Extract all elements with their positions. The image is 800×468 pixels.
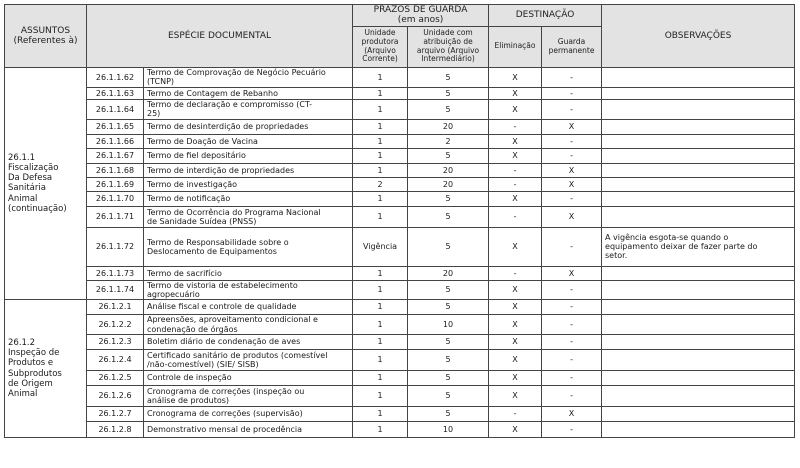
document-type-line: Termo de Comprovação de Negócio Pecuário [147,68,326,77]
classification-code: 26.1.2.2 [87,315,144,335]
observacoes-cell [602,148,795,163]
destinacao-guarda-permanente: X [542,177,602,191]
document-type-line: (TCNP) [147,77,175,87]
destinacao-guarda-permanente: - [542,148,602,163]
document-type-line: Termo de Doação de Vacina [147,136,258,146]
prazo-intermediario: 5 [408,335,489,350]
observacoes-cell [602,422,795,438]
document-type-cell [144,300,353,315]
header-corrente-line: produtora [361,37,399,47]
destinacao-eliminacao: X [489,386,542,407]
classification-code: 26.1.2.7 [87,407,144,422]
document-type-line: Análise fiscal e controle de qualidade [147,302,297,312]
classification-code: 26.1.1.64 [87,99,144,119]
subject-line: Animal [8,193,38,204]
document-type-cell [144,335,353,350]
observacoes-cell [602,163,795,177]
destinacao-eliminacao: X [489,422,542,438]
classification-code: 26.1.2.3 [87,335,144,350]
document-type-line: Termo de notificação [147,194,231,204]
header-prazos-de-guarda [353,5,489,27]
document-type-cell [144,350,353,371]
destinacao-guarda-permanente: - [542,99,602,119]
prazo-intermediario: 5 [408,227,489,266]
subject-line: 26.1.1 [8,152,36,163]
document-type-cell [144,371,353,386]
document-type-cell [144,422,353,438]
document-type-line: Termo de Responsabilidade sobre o [147,237,289,247]
observacao-line: setor. [605,251,628,261]
destinacao-eliminacao: X [489,280,542,299]
document-type-line: Demonstrativo mensal de procedência [147,424,303,434]
destinacao-guarda-permanente: - [542,335,602,350]
header-guarda-permanente [542,26,602,67]
prazo-corrente: 1 [353,300,408,315]
document-type-cell [144,386,353,407]
document-type-line: Termo de interdição de propriedades [147,165,295,175]
document-type-cell [144,266,353,280]
document-type-line: Termo de Contagem de Rebanho [147,88,278,98]
classification-code: 26.1.1.63 [87,87,144,99]
subject-line: 26.1.2 [8,338,36,348]
table-row [5,87,795,99]
destinacao-eliminacao: X [489,371,542,386]
destinacao-guarda-permanente: - [542,191,602,206]
observacoes-cell [602,300,795,315]
header-arquivo-corrente [353,26,408,67]
destinacao-guarda-permanente: - [542,227,602,266]
classification-code: 26.1.1.66 [87,134,144,148]
document-type-line: de Sanidade Suídea (PNSS) [147,216,257,226]
destinacao-eliminacao: - [489,119,542,134]
records-retention-table [4,4,795,438]
prazo-intermediario: 5 [408,407,489,422]
classification-code: 26.1.1.69 [87,177,144,191]
destinacao-eliminacao: X [489,315,542,335]
prazo-intermediario: 5 [408,148,489,163]
prazo-corrente: 1 [353,371,408,386]
prazo-intermediario: 5 [408,280,489,299]
table-row [5,99,795,119]
destinacao-guarda-permanente: - [542,87,602,99]
observacoes-cell [602,191,795,206]
table-row [5,67,795,87]
prazo-corrente: 1 [353,335,408,350]
prazo-corrente: 1 [353,386,408,407]
document-type-cell [144,99,353,119]
header-guarda-line: permanente [548,45,595,55]
prazo-intermediario: 5 [408,87,489,99]
table-row [5,163,795,177]
destinacao-eliminacao: - [489,163,542,177]
classification-code: 26.1.2.5 [87,371,144,386]
prazo-corrente: 1 [353,99,408,119]
document-type-line: Controle de inspeção [147,373,232,383]
subject-line: Inspeção de [8,348,60,359]
document-type-cell [144,119,353,134]
prazo-corrente: 1 [353,266,408,280]
destinacao-eliminacao: - [489,177,542,191]
subject-line: Sanitária [8,183,46,194]
header-prazos-title: PRAZOS DE GUARDA [373,5,468,15]
header-especie-documental: ESPÉCIE DOCUMENTAL [87,5,353,68]
destinacao-eliminacao: X [489,191,542,206]
observacoes-cell [602,227,795,266]
document-type-cell [144,315,353,335]
document-type-cell [144,407,353,422]
prazo-corrente: 1 [353,119,408,134]
table-row [5,300,795,315]
document-type-line: Termo de sacrifício [147,268,222,278]
destinacao-guarda-permanente: - [542,350,602,371]
header-arquivo-intermediario [408,26,489,67]
destinacao-guarda-permanente: X [542,266,602,280]
observacoes-cell [602,407,795,422]
classification-code: 26.1.1.73 [87,266,144,280]
table-row [5,280,795,299]
header-intermediario-line: arquivo (Arquivo [416,45,480,55]
document-type-line: Termo de desinterdição de propriedades [147,122,309,132]
subject-line: Subprodutos [8,368,62,379]
document-type-line: agropecuário [147,289,200,299]
prazo-corrente: 1 [353,148,408,163]
destinacao-guarda-permanente: X [542,163,602,177]
destinacao-guarda-permanente: - [542,315,602,335]
destinacao-eliminacao: X [489,67,542,87]
subject-cell [5,300,87,438]
document-type-line: Certificado sanitário de produtos (comestível [147,350,328,360]
prazo-intermediario: 10 [408,422,489,438]
header-assuntos-sub: (Referentes à) [13,35,78,46]
header-corrente-line: Corrente) [362,54,398,64]
prazo-intermediario: 20 [408,266,489,280]
destinacao-guarda-permanente: X [542,407,602,422]
destinacao-eliminacao: - [489,407,542,422]
table-body [5,67,795,437]
destinacao-eliminacao: X [489,350,542,371]
document-type-line: Deslocamento de Equipamentos [147,246,277,256]
prazo-intermediario: 5 [408,206,489,227]
destinacao-guarda-permanente: - [542,280,602,299]
prazo-intermediario: 5 [408,191,489,206]
prazo-intermediario: 2 [408,134,489,148]
header-prazos-sub: (em anos) [397,15,444,26]
prazo-intermediario: 5 [408,67,489,87]
prazo-corrente: 1 [353,67,408,87]
table-row [5,177,795,191]
table-row [5,191,795,206]
prazo-intermediario: 5 [408,300,489,315]
table-row [5,227,795,266]
header-assuntos [5,5,87,68]
prazo-intermediario: 5 [408,99,489,119]
document-type-cell [144,87,353,99]
destinacao-guarda-permanente: - [542,386,602,407]
subject-line: (continuação) [8,203,67,214]
prazo-intermediario: 20 [408,163,489,177]
destinacao-eliminacao: X [489,134,542,148]
observacoes-cell [602,315,795,335]
prazo-intermediario: 20 [408,119,489,134]
observacoes-cell [602,386,795,407]
table-row [5,350,795,371]
prazo-corrente: 1 [353,315,408,335]
document-type-line: Termo de fiel depositário [147,151,246,161]
header-corrente-line: Unidade [364,28,396,38]
prazo-intermediario: 5 [408,371,489,386]
document-type-cell [144,163,353,177]
observacoes-cell [602,177,795,191]
subject-line: Animal [8,388,38,399]
header-guarda-line: Guarda [557,37,586,47]
table-row [5,386,795,407]
destinacao-guarda-permanente: - [542,300,602,315]
destinacao-eliminacao: X [489,227,542,266]
observacoes-cell [602,371,795,386]
subject-line: de Origem [8,378,53,389]
destinacao-eliminacao: X [489,335,542,350]
table-row [5,335,795,350]
table-row [5,315,795,335]
subject-line: Da Defesa [8,173,53,184]
table-row [5,119,795,134]
subject-cell [5,67,87,299]
destinacao-eliminacao: - [489,266,542,280]
destinacao-guarda-permanente: X [542,119,602,134]
destinacao-guarda-permanente: - [542,371,602,386]
table-row [5,371,795,386]
table-row [5,266,795,280]
header-intermediario-line: Unidade com [423,28,473,38]
destinacao-eliminacao: - [489,206,542,227]
observacoes-cell [602,67,795,87]
prazo-corrente: Vigência [353,227,408,266]
prazo-corrente: 1 [353,280,408,299]
header-corrente-line: (Arquivo [364,45,396,55]
table-row [5,206,795,227]
observacoes-cell [602,335,795,350]
table-row [5,407,795,422]
classification-code: 26.1.1.65 [87,119,144,134]
observacoes-cell [602,134,795,148]
prazo-corrente: 1 [353,206,408,227]
classification-code: 26.1.1.71 [87,206,144,227]
destinacao-guarda-permanente: - [542,422,602,438]
observacoes-cell [602,87,795,99]
document-type-cell [144,67,353,87]
destinacao-guarda-permanente: X [542,206,602,227]
prazo-corrente: 1 [353,407,408,422]
document-type-line: Cronograma de correções (inspeção ou [147,386,305,396]
header-intermediario-line: Intermediário) [421,54,475,64]
header-eliminacao: Eliminação [489,26,542,67]
table-header [5,5,795,68]
prazo-intermediario: 10 [408,315,489,335]
prazo-intermediario: 5 [408,350,489,371]
destinacao-eliminacao: X [489,87,542,99]
document-type-cell [144,191,353,206]
header-observacoes: OBSERVAÇÕES [602,5,795,68]
subject-line: Produtos e [8,358,54,369]
observacao-line: equipamento deixar de fazer parte do [605,242,758,252]
classification-code: 26.1.2.1 [87,300,144,315]
document-type-cell [144,280,353,299]
document-type-cell [144,148,353,163]
destinacao-eliminacao: X [489,99,542,119]
document-type-cell [144,206,353,227]
prazo-corrente: 1 [353,163,408,177]
classification-code: 26.1.1.72 [87,227,144,266]
classification-code: 26.1.1.62 [87,67,144,87]
table-row [5,422,795,438]
prazo-corrente: 1 [353,134,408,148]
table-row [5,148,795,163]
observacao-line: A vigência esgota-se quando o [605,232,729,242]
header-destinacao: DESTINAÇÃO [489,5,602,27]
document-type-line: Cronograma de correções (supervisão) [147,409,303,419]
header-intermediario-line: atribuição de [423,37,473,47]
classification-code: 26.1.2.4 [87,350,144,371]
document-type-line: /não-comestível) (SIE/ SISB) [147,360,259,370]
document-type-cell [144,134,353,148]
classification-code: 26.1.1.70 [87,191,144,206]
classification-code: 26.1.2.6 [87,386,144,407]
observacoes-cell [602,206,795,227]
document-type-line: Termo de Ocorrência do Programa Nacional [147,207,321,217]
prazo-intermediario: 5 [408,386,489,407]
header-assuntos-title: ASSUNTOS [20,25,71,36]
observacoes-cell [602,350,795,371]
document-type-line: Termo de vistoria de estabelecimento [147,280,298,290]
document-type-cell [144,227,353,266]
observacoes-cell [602,119,795,134]
classification-code: 26.1.1.67 [87,148,144,163]
observacoes-cell [602,99,795,119]
document-type-line: Boletim diário de condenação de aves [147,337,301,347]
prazo-corrente: 1 [353,191,408,206]
prazo-intermediario: 20 [408,177,489,191]
destinacao-guarda-permanente: - [542,67,602,87]
document-type-line: análise de produtos) [147,396,230,406]
document-type-line: 25) [147,109,161,119]
prazo-corrente: 1 [353,87,408,99]
document-type-cell [144,177,353,191]
document-type-line: Termo de investigação [147,179,238,189]
table-row [5,134,795,148]
classification-code: 26.1.1.68 [87,163,144,177]
destinacao-eliminacao: X [489,148,542,163]
classification-code: 26.1.2.8 [87,422,144,438]
subject-line: Fiscalização [8,163,59,173]
classification-code: 26.1.1.74 [87,280,144,299]
observacoes-cell [602,266,795,280]
prazo-corrente: 1 [353,350,408,371]
observacoes-cell [602,280,795,299]
document-type-line: Termo de declaração e compromisso (CT- [147,100,312,109]
document-type-line: Apreensões, aproveitamento condicional e [147,315,318,325]
document-type-line: condenação de órgãos [147,324,238,334]
prazo-corrente: 2 [353,177,408,191]
prazo-corrente: 1 [353,422,408,438]
destinacao-guarda-permanente: - [542,134,602,148]
destinacao-eliminacao: X [489,300,542,315]
